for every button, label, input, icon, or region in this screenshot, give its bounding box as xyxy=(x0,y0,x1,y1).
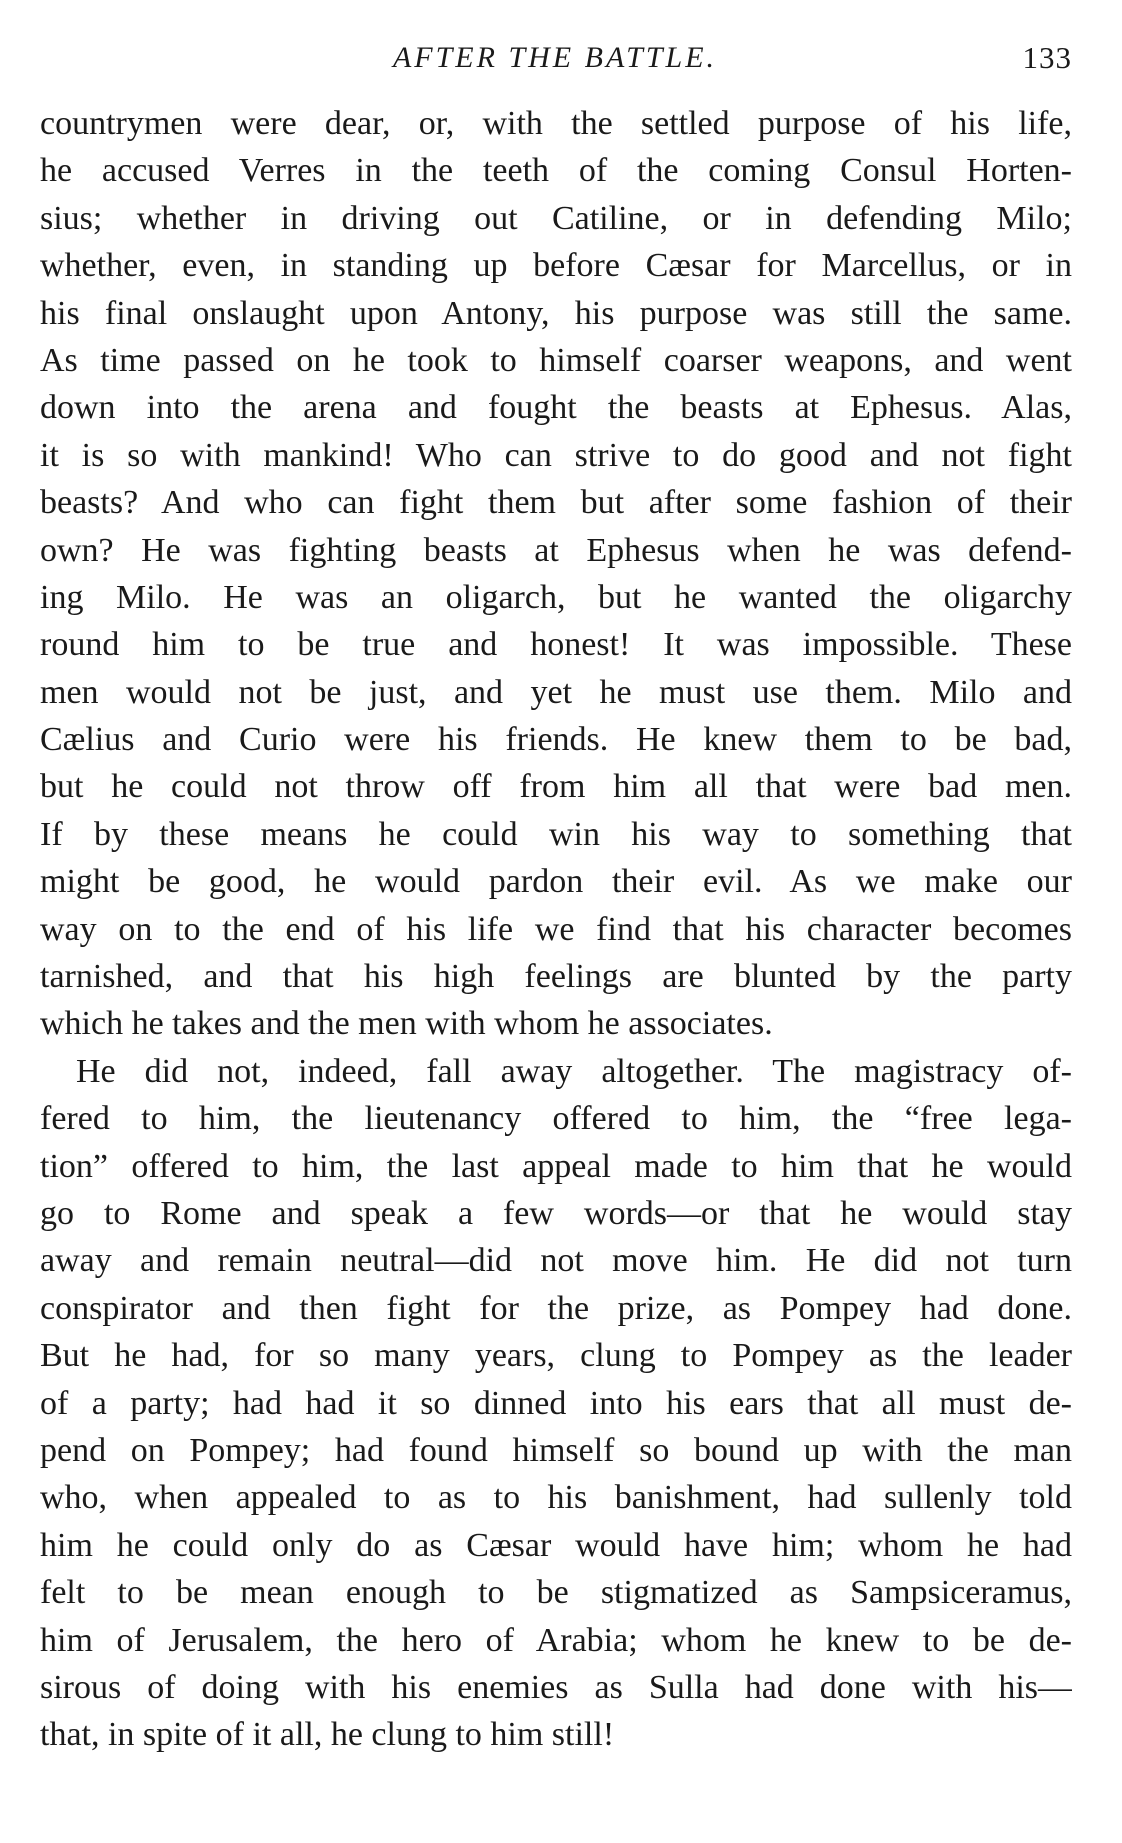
text-line: way on to the end of his life we find that his character becomes xyxy=(40,910,1072,948)
text-line: him of Jerusalem, the hero of Arabia; whom he knew to be de- xyxy=(40,1621,1072,1659)
text-line: Cælius and Curio were his friends. He knew them to be bad, xyxy=(40,721,1072,759)
running-head xyxy=(38,34,1072,82)
text-line: If by these means he could win his way to something that xyxy=(40,815,1072,853)
text-line: But he had, for so many years, clung to Pompey as the leader xyxy=(40,1337,1072,1375)
text-line: fered to him, the lieutenancy offered to him, the “free lega- xyxy=(40,1100,1072,1138)
text-line: which he takes and the men with whom he associates. xyxy=(40,1005,773,1043)
text-line: he accused Verres in the teeth of the coming Consul Horten- xyxy=(40,152,1072,190)
text-line: who, when appealed to as to his banishment, had sullenly told xyxy=(40,1479,1072,1517)
text-line: him he could only do as Cæsar would have him; whom he had xyxy=(40,1526,1072,1564)
text-line: that, in spite of it all, he clung to him still! xyxy=(40,1716,615,1754)
text-line: whether, even, in standing up before Cæsar for Marcellus, or in xyxy=(40,247,1072,285)
text-line: down into the arena and fought the beasts at Ephesus. Alas, xyxy=(40,389,1072,427)
text-line: pend on Pompey; had found himself so bound up with the man xyxy=(40,1431,1072,1469)
text-line: go to Rome and speak a few words—or that he would stay xyxy=(40,1194,1072,1232)
text-line: sirous of doing with his enemies as Sulla had done with his— xyxy=(40,1668,1072,1706)
body-text xyxy=(40,100,1072,1759)
text-line: it is so with mankind! Who can strive to do good and not fight xyxy=(40,436,1072,474)
text-line: but he could not throw off from him all that were bad men. xyxy=(40,768,1072,806)
text-line: As time passed on he took to himself coarser weapons, and went xyxy=(40,341,1072,379)
text-line: of a party; had had it so dinned into his ears that all must de- xyxy=(40,1384,1072,1422)
text-line: away and remain neutral—did not move him. He did not turn xyxy=(40,1242,1072,1280)
text-line: round him to be true and honest! It was impossible. These xyxy=(40,626,1072,664)
text-line: ing Milo. He was an oligarch, but he wanted the oligarchy xyxy=(40,578,1072,616)
text-line: own? He was fighting beasts at Ephesus when he was defend- xyxy=(40,531,1072,569)
text-line: sius; whether in driving out Catiline, or in defending Milo; xyxy=(40,199,1072,237)
text-line: beasts? And who can fight them but after some fashion of their xyxy=(40,484,1072,522)
text-line: men would not be just, and yet he must use them. Milo and xyxy=(40,673,1072,711)
text-line: his final onslaught upon Antony, his purpose was still the same. xyxy=(40,294,1072,332)
text-line: tarnished, and that his high feelings are blunted by the party xyxy=(40,958,1072,996)
text-line: tion” offered to him, the last appeal made to him that he would xyxy=(40,1147,1072,1185)
text-line: might be good, he would pardon their evil. As we make our xyxy=(40,863,1072,901)
text-line: He did not, indeed, fall away altogether. The magistracy of- xyxy=(76,1052,1072,1090)
text-line: felt to be mean enough to be stigmatized as Sampsiceramus, xyxy=(40,1574,1072,1612)
page-number: 133 xyxy=(1022,40,1072,75)
text-line: countrymen were dear, or, with the settled purpose of his life, xyxy=(40,105,1072,142)
text-line: conspirator and then fight for the prize, as Pompey had done. xyxy=(40,1289,1072,1327)
running-title: AFTER THE BATTLE. xyxy=(392,41,718,74)
